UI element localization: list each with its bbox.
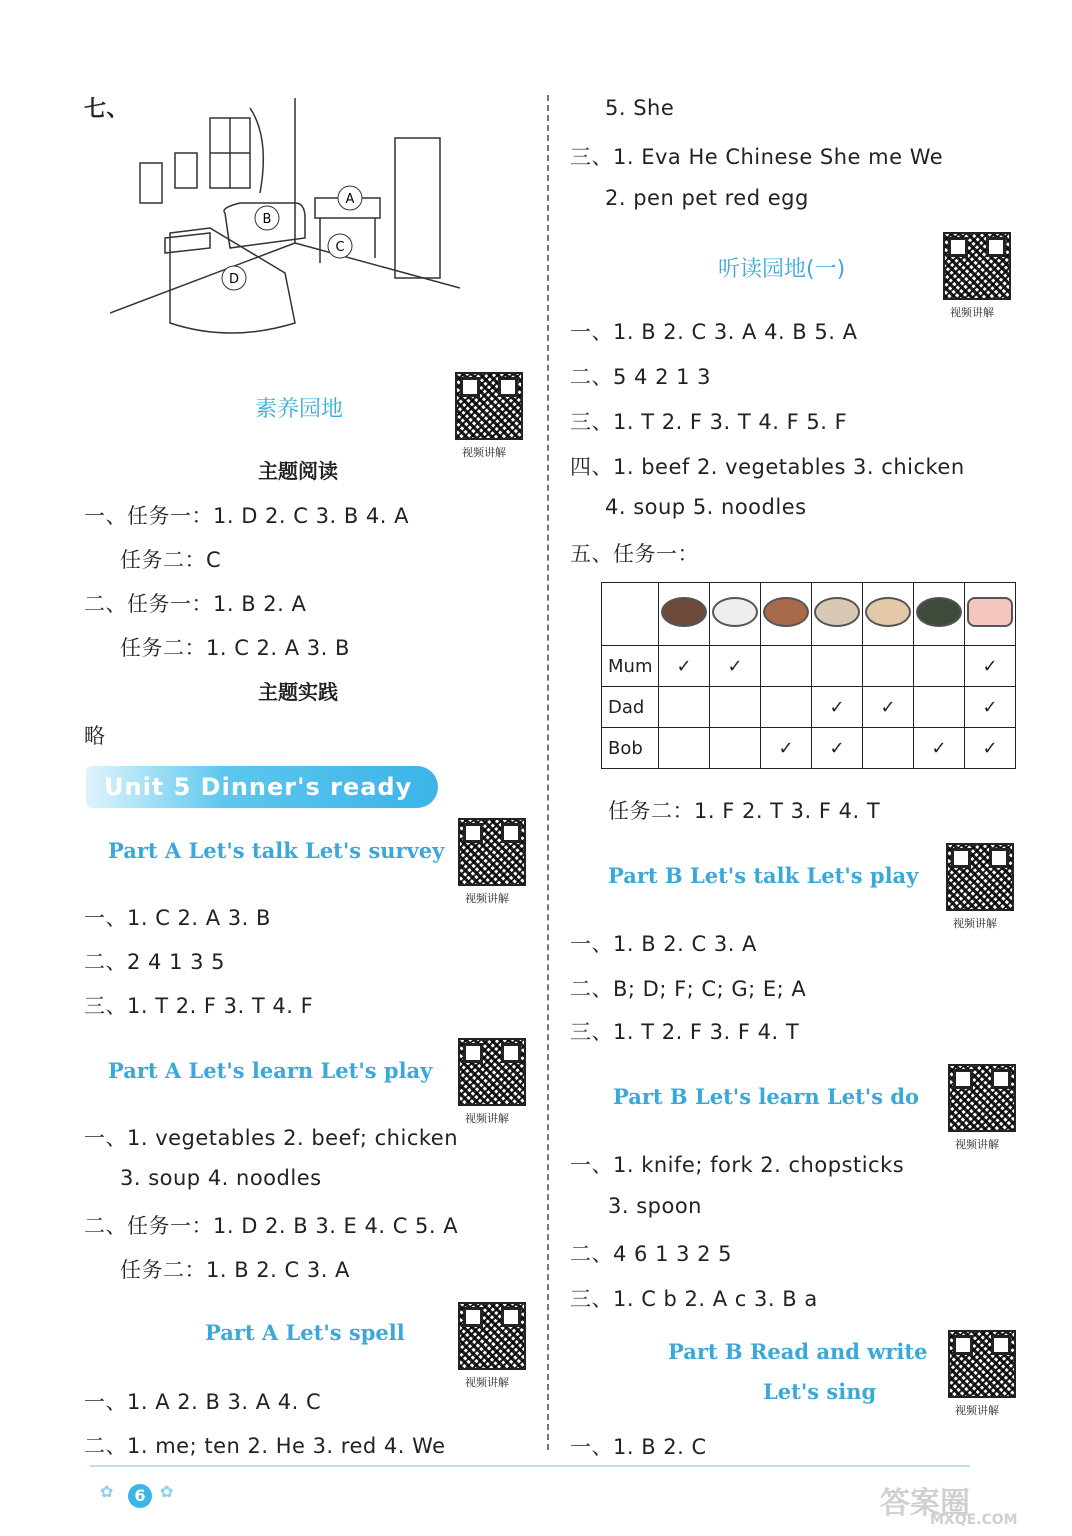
- section-title: Let's sing: [763, 1379, 877, 1404]
- page-number: 6: [128, 1484, 152, 1508]
- qr-code-icon[interactable]: [458, 818, 526, 886]
- answer-line: 5. She: [605, 96, 675, 120]
- check-cell: ✓: [914, 728, 965, 769]
- qr-code-icon[interactable]: [946, 843, 1014, 911]
- leaf-decoration-icon: ✿: [100, 1482, 114, 1501]
- check-cell: [863, 728, 914, 769]
- answer-line: 一、任务一：1. D 2. C 3. B 4. A: [84, 504, 409, 528]
- fish-icon: [814, 597, 860, 627]
- watermark-url: MXQE.COM: [930, 1512, 1018, 1528]
- answer-line: 一、1. A 2. B 3. A 4. C: [84, 1390, 322, 1414]
- dish-icon: [865, 597, 911, 627]
- section-title: Part B Read and write: [668, 1339, 928, 1364]
- answer-line: 任务二：1. B 2. C 3. A: [120, 1258, 350, 1282]
- section-title: Part A Let's spell: [205, 1320, 405, 1345]
- answer-line: 三、1. Eva He Chinese She me We: [570, 145, 944, 169]
- answer-line: 二、B; D; F; C; G; E; A: [570, 977, 807, 1001]
- answer-line: 一、1. vegetables 2. beef; chicken: [84, 1126, 459, 1150]
- answer-line: 三、1. T 2. F 3. F 4. T: [570, 1020, 800, 1044]
- answer-line: 4. soup 5. noodles: [605, 495, 807, 519]
- answer-line: 四、1. beef 2. vegetables 3. chicken: [570, 455, 965, 479]
- check-cell: ✓: [659, 646, 710, 687]
- check-cell: ✓: [965, 646, 1016, 687]
- qr-code-icon[interactable]: [458, 1038, 526, 1106]
- answer-line: 二、2 4 1 3 5: [84, 950, 226, 974]
- suyang-title: 素养园地: [255, 397, 344, 422]
- answer-line: 二、1. me; ten 2. He 3. red 4. We: [84, 1434, 446, 1458]
- answer-line: 一、1. B 2. C 3. A 4. B 5. A: [570, 320, 858, 344]
- room-label-d: [222, 266, 246, 290]
- food-image: [914, 583, 965, 646]
- check-cell: ✓: [812, 687, 863, 728]
- bedroom-illustration: [110, 98, 460, 348]
- food-image: [965, 583, 1016, 646]
- answer-line: 任务二：1. F 2. T 3. F 4. T: [608, 799, 881, 823]
- rice-bowl-icon: [712, 597, 758, 627]
- answer-line: 任务二：1. C 2. A 3. B: [120, 636, 350, 660]
- section-title: Part A Let's learn Let's play: [108, 1058, 433, 1083]
- check-cell: [659, 728, 710, 769]
- table-row: [602, 687, 1016, 728]
- svg-text:A: A: [345, 192, 355, 207]
- food-image: [812, 583, 863, 646]
- row-name: Bob: [602, 728, 659, 769]
- food-table: [601, 582, 1016, 769]
- check-cell: [659, 687, 710, 728]
- check-cell: ✓: [965, 687, 1016, 728]
- answer-line: 三、1. T 2. F 3. T 4. F 5. F: [570, 410, 848, 434]
- zhuti-yuedu-heading: 主题阅读: [258, 459, 338, 483]
- qr-caption: 视频讲解: [465, 892, 509, 905]
- answer-line: 3. spoon: [608, 1194, 702, 1218]
- qr-caption: 视频讲解: [955, 1404, 999, 1417]
- answer-line: 三、1. T 2. F 3. T 4. F: [84, 994, 314, 1018]
- row-name: Dad: [602, 687, 659, 728]
- row-name: Mum: [602, 646, 659, 687]
- qr-code-icon[interactable]: [455, 372, 523, 440]
- section-title: Part A Let's talk Let's survey: [108, 838, 445, 863]
- qr-caption: 视频讲解: [950, 306, 994, 319]
- footer-line: [90, 1465, 970, 1467]
- check-cell: [812, 646, 863, 687]
- answer-line: 一、1. B 2. C: [570, 1435, 707, 1459]
- answer-line: 略: [84, 724, 106, 748]
- svg-text:C: C: [335, 240, 345, 255]
- svg-text:B: B: [262, 212, 272, 227]
- answer-line: 一、1. knife; fork 2. chopsticks: [570, 1153, 905, 1177]
- answer-line: 3. soup 4. noodles: [120, 1166, 322, 1190]
- room-label-a: [338, 186, 362, 210]
- check-cell: ✓: [863, 687, 914, 728]
- answer-line: 任务二：C: [120, 548, 222, 572]
- answer-line: 2. pen pet red egg: [605, 186, 809, 210]
- unit-banner: Unit 5 Dinner's ready: [86, 766, 438, 808]
- qr-code-icon[interactable]: [948, 1064, 1016, 1132]
- food-image: [863, 583, 914, 646]
- check-cell: ✓: [965, 728, 1016, 769]
- table-corner: [602, 583, 659, 646]
- question-7-label: 七、: [84, 97, 130, 122]
- room-label-b: [255, 206, 279, 230]
- check-cell: ✓: [761, 728, 812, 769]
- answer-line: 一、1. B 2. C 3. A: [570, 932, 757, 956]
- answer-line: 二、5 4 2 1 3: [570, 365, 712, 389]
- zhuti-shijian-heading: 主题实践: [258, 680, 338, 704]
- section-title: Part B Let's learn Let's do: [613, 1084, 920, 1109]
- check-cell: ✓: [812, 728, 863, 769]
- answer-line: 二、任务一：1. D 2. B 3. E 4. C 5. A: [84, 1214, 459, 1238]
- leaf-decoration-icon: ✿: [160, 1482, 174, 1501]
- answer-line: 二、任务一：1. B 2. A: [84, 592, 307, 616]
- answer-line: 一、1. C 2. A 3. B: [84, 906, 271, 930]
- qr-caption: 视频讲解: [465, 1376, 509, 1389]
- qr-caption: 视频讲解: [955, 1138, 999, 1151]
- tingdu-title: 听读园地(一): [718, 257, 846, 282]
- qr-caption: 视频讲解: [953, 917, 997, 930]
- check-cell: [761, 687, 812, 728]
- food-image: [761, 583, 812, 646]
- food-image: [710, 583, 761, 646]
- check-cell: [710, 687, 761, 728]
- dish-icon: [763, 597, 809, 627]
- check-cell: [914, 646, 965, 687]
- table-header-row: [602, 583, 1016, 646]
- column-divider: [547, 95, 549, 1450]
- answer-line: 五、任务一：: [570, 542, 699, 566]
- watermark: 答案圈: [880, 1486, 970, 1521]
- table-row: [602, 646, 1016, 687]
- dish-icon: [916, 597, 962, 627]
- room-label-c: [328, 234, 352, 258]
- dish-icon: [661, 597, 707, 627]
- qr-caption: 视频讲解: [462, 446, 506, 459]
- answer-line: 二、4 6 1 3 2 5: [570, 1242, 733, 1266]
- check-cell: [863, 646, 914, 687]
- table-row: [602, 728, 1016, 769]
- qr-code-icon[interactable]: [458, 1302, 526, 1370]
- food-image: [659, 583, 710, 646]
- cake-icon: [967, 597, 1013, 627]
- answer-line: 三、1. C b 2. A c 3. B a: [570, 1287, 818, 1311]
- svg-text:D: D: [228, 272, 240, 287]
- check-cell: [761, 646, 812, 687]
- check-cell: ✓: [710, 646, 761, 687]
- section-title: Part B Let's talk Let's play: [608, 863, 919, 888]
- qr-code-icon[interactable]: [948, 1330, 1016, 1398]
- check-cell: [710, 728, 761, 769]
- qr-code-icon[interactable]: [943, 232, 1011, 300]
- qr-caption: 视频讲解: [465, 1112, 509, 1125]
- check-cell: [914, 687, 965, 728]
